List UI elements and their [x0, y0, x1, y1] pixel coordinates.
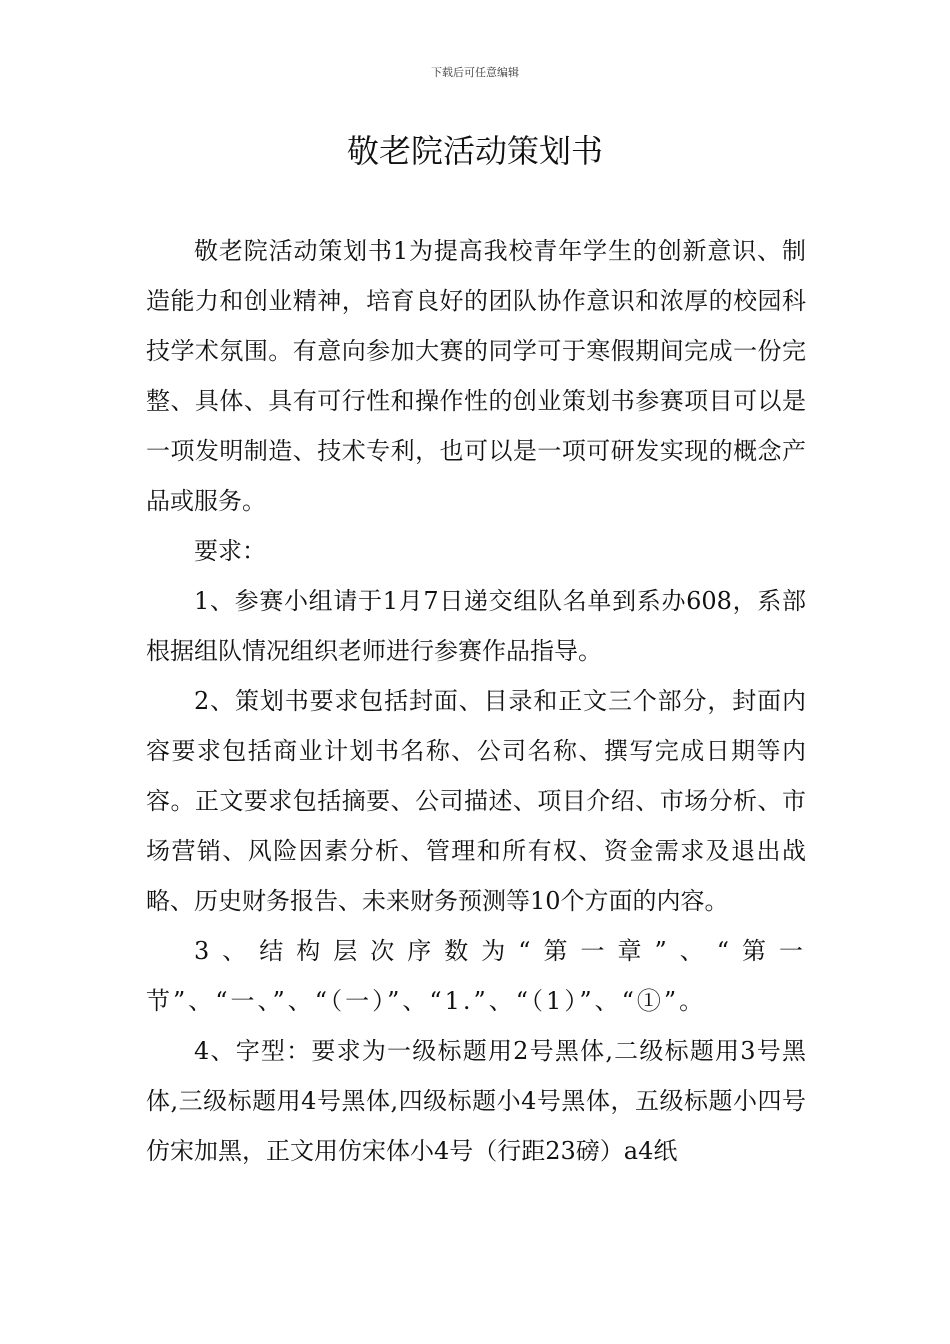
paragraph-requirement-1: 1、参赛小组请于1月7日递交组队名单到系办608，系部根据组队情况组织老师进行参赛作品指导。 [146, 587, 806, 665]
document-title: 敬老院活动策划书 [346, 132, 603, 170]
paragraph-intro: 敬老院活动策划书1为提高我校青年学生的创新意识、制造能力和创业精神，培育良好的团队协作意识和浓厚的校园科技学术氛围。有意向参加大赛的同学可于寒假期间完成一份完整、具体、具有可行性和操作性的创业策划书参赛项目可以是一项发明制造、技术专利，也可以是一项可研发实现的概念产品或服务。 [146, 237, 806, 515]
document-body [146, 226, 806, 1176]
paragraph-requirement-3: 3、结构层次序数为“第一章”、“第一节”、“一、”、“（一）”、“1.”、“（1）”、“①”。 [146, 937, 806, 1015]
paragraph-requirements-heading: 要求： [194, 537, 266, 565]
paragraph-requirement-4: 4、字型：要求为一级标题用2号黑体,二级标题用3号黑体,三级标题用4号黑体,四级标题小4号黑体，五级标题小四号仿宋加黑，正文用仿宋体小4号（行距23磅）a4纸 [146, 1037, 806, 1165]
paragraph-requirement-2: 2、策划书要求包括封面、目录和正文三个部分，封面内容要求包括商业计划书名称、公司名称、撰写完成日期等内容。正文要求包括摘要、公司描述、项目介绍、市场分析、市场营销、风险因素分析、管理和所有权、资金需求及退出战略、历史财务报告、未来财务预测等10个方面的内容。 [146, 687, 806, 915]
header-note: 下载后可任意编辑 [431, 66, 519, 79]
